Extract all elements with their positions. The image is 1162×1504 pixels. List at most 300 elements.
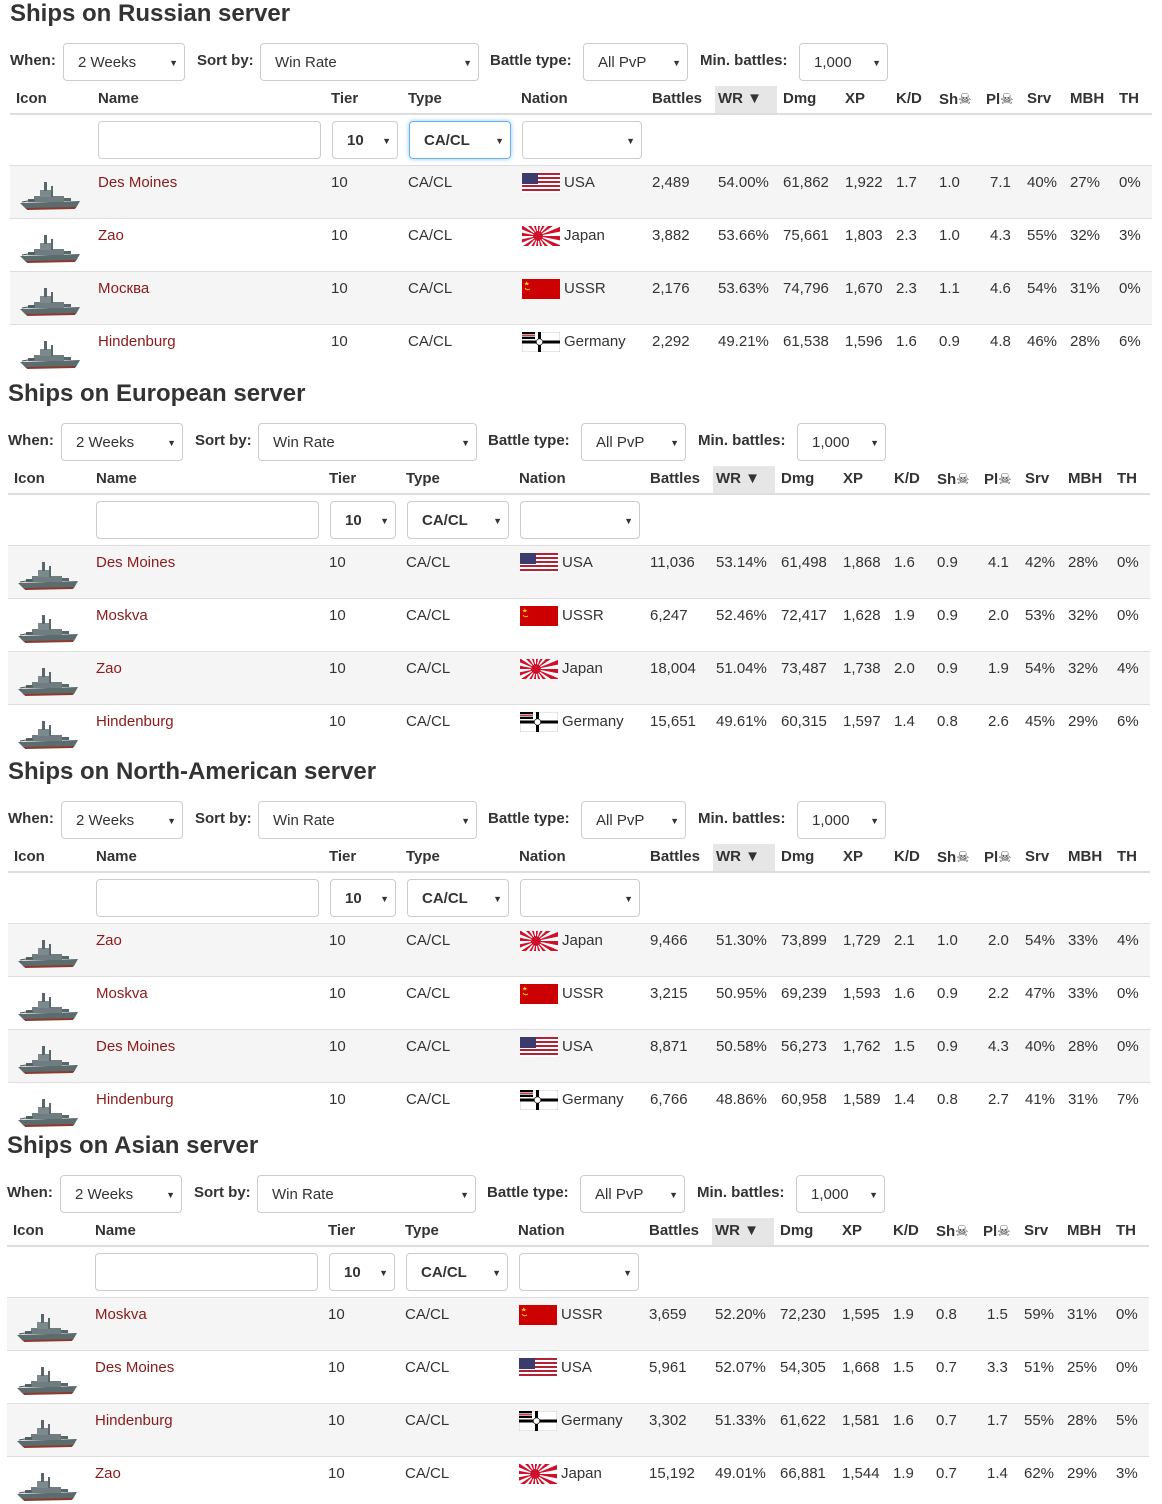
cell-xp: 1,596 bbox=[845, 333, 883, 350]
ship-name-link[interactable]: Hindenburg bbox=[95, 1412, 173, 1429]
column-header-sh[interactable]: Sh☠ bbox=[936, 1223, 969, 1240]
when-select[interactable] bbox=[61, 801, 183, 839]
cell-tier: 10 bbox=[331, 280, 348, 297]
cell-wr: 52.07% bbox=[715, 1359, 766, 1376]
column-header-sh[interactable]: Sh☠ bbox=[937, 471, 970, 488]
name-filter-input[interactable] bbox=[96, 879, 319, 917]
cell-mbh: 31% bbox=[1068, 1091, 1099, 1108]
cell-battles: 15,651 bbox=[650, 713, 696, 730]
battle-type-select[interactable] bbox=[580, 1175, 685, 1213]
ship-icon bbox=[18, 175, 82, 213]
cell-sh: 0.8 bbox=[937, 713, 958, 730]
cell-xp: 1,595 bbox=[842, 1306, 880, 1323]
cell-type: CA/CL bbox=[406, 607, 451, 624]
tier-filter-select[interactable] bbox=[330, 501, 396, 539]
cell-mbh: 32% bbox=[1070, 227, 1101, 244]
ship-name-link[interactable]: Des Moines bbox=[98, 174, 178, 191]
column-header-dmg[interactable]: Dmg bbox=[781, 470, 815, 487]
row-divider bbox=[8, 704, 1150, 705]
germany-flag-icon bbox=[519, 1411, 557, 1431]
select-value: 1,000 bbox=[814, 54, 852, 71]
column-header-th[interactable]: TH bbox=[1117, 470, 1137, 487]
chevron-down-icon: ▼ bbox=[624, 516, 633, 526]
when-select[interactable] bbox=[61, 423, 183, 461]
column-header-icon: Icon bbox=[14, 848, 45, 865]
cell-srv: 62% bbox=[1024, 1465, 1055, 1482]
type-filter-select[interactable] bbox=[407, 879, 509, 917]
cell-mbh: 28% bbox=[1068, 1038, 1099, 1055]
battle-type-select[interactable] bbox=[583, 43, 688, 81]
battle-type-select[interactable] bbox=[581, 801, 686, 839]
cell-battles: 3,302 bbox=[649, 1412, 687, 1429]
ship-icon bbox=[16, 608, 80, 646]
column-header-battles[interactable]: Battles bbox=[652, 90, 703, 107]
select-value: All PvP bbox=[596, 812, 645, 829]
cell-dmg: 73,899 bbox=[781, 932, 827, 949]
cell-nation: Japan bbox=[562, 932, 603, 949]
ship-name-link[interactable]: Des Moines bbox=[96, 1038, 176, 1055]
cell-srv: 53% bbox=[1025, 607, 1056, 624]
header-divider bbox=[7, 1245, 1149, 1247]
column-header-wr[interactable]: WR ▼ bbox=[716, 848, 761, 865]
cell-nation: USSR bbox=[561, 1306, 603, 1323]
cell-srv: 45% bbox=[1025, 713, 1056, 730]
chevron-down-icon: ▼ bbox=[167, 816, 176, 826]
column-header-nation[interactable]: Nation bbox=[518, 1222, 565, 1239]
ship-icon bbox=[15, 1307, 79, 1345]
cell-srv: 59% bbox=[1024, 1306, 1055, 1323]
column-header-nation[interactable]: Nation bbox=[519, 848, 566, 865]
chevron-down-icon: ▼ bbox=[380, 516, 389, 526]
sort-by-select[interactable] bbox=[258, 801, 477, 839]
min-battles-select[interactable] bbox=[797, 801, 886, 839]
cell-dmg: 74,796 bbox=[783, 280, 829, 297]
column-header-kd[interactable]: K/D bbox=[894, 470, 920, 487]
when-label: When: bbox=[8, 810, 54, 827]
cell-sh: 0.7 bbox=[936, 1359, 957, 1376]
ussr-flag-icon bbox=[519, 1305, 557, 1325]
cell-pl: 4.3 bbox=[990, 227, 1011, 244]
chevron-down-icon: ▼ bbox=[626, 136, 635, 146]
ussr-flag-icon bbox=[520, 606, 558, 626]
cell-pl: 1.9 bbox=[988, 660, 1009, 677]
column-header-xp[interactable]: XP bbox=[842, 1222, 863, 1239]
column-header-sh[interactable]: Sh☠ bbox=[937, 849, 970, 866]
column-header-type[interactable]: Type bbox=[406, 470, 440, 487]
cell-tier: 10 bbox=[331, 174, 348, 191]
column-header-wr[interactable]: WR ▼ bbox=[715, 1222, 760, 1239]
section-title: Ships on North-American server bbox=[8, 758, 377, 785]
cell-sh: 0.9 bbox=[937, 660, 958, 677]
min-battles-label: Min. battles: bbox=[697, 1184, 785, 1201]
cell-pl: 2.2 bbox=[988, 985, 1009, 1002]
cell-battles: 2,292 bbox=[652, 333, 690, 350]
ship-icon bbox=[16, 1039, 80, 1077]
column-header-kd[interactable]: K/D bbox=[896, 90, 922, 107]
cell-battles: 3,882 bbox=[652, 227, 690, 244]
cell-sh: 0.9 bbox=[937, 1038, 958, 1055]
ship-name-link[interactable]: Moskva bbox=[96, 985, 148, 1002]
cell-tier: 10 bbox=[329, 932, 346, 949]
type-filter-select[interactable] bbox=[407, 501, 509, 539]
name-filter-input[interactable] bbox=[96, 501, 319, 539]
cell-srv: 51% bbox=[1024, 1359, 1055, 1376]
select-value: 2 Weeks bbox=[75, 1186, 134, 1203]
cell-battles: 6,766 bbox=[650, 1091, 688, 1108]
select-value: CA/CL bbox=[421, 1264, 467, 1281]
column-header-mbh[interactable]: MBH bbox=[1070, 90, 1105, 107]
min-battles-select[interactable] bbox=[796, 1175, 885, 1213]
column-header-name[interactable]: Name bbox=[98, 90, 139, 107]
cell-pl: 4.1 bbox=[988, 554, 1009, 571]
cell-wr: 54.00% bbox=[718, 174, 769, 191]
server-section bbox=[8, 380, 1150, 755]
cell-th: 3% bbox=[1116, 1465, 1138, 1482]
column-header-type[interactable]: Type bbox=[405, 1222, 439, 1239]
chevron-down-icon: ▼ bbox=[167, 438, 176, 448]
cell-sh: 0.7 bbox=[936, 1412, 957, 1429]
cell-th: 0% bbox=[1117, 1038, 1139, 1055]
cell-xp: 1,544 bbox=[842, 1465, 880, 1482]
cell-type: CA/CL bbox=[408, 280, 453, 297]
cell-wr: 52.20% bbox=[715, 1306, 766, 1323]
cell-mbh: 28% bbox=[1067, 1412, 1098, 1429]
column-header-battles[interactable]: Battles bbox=[650, 470, 701, 487]
cell-pl: 4.6 bbox=[990, 280, 1011, 297]
chevron-down-icon: ▼ bbox=[493, 894, 502, 904]
header-divider bbox=[8, 871, 1150, 873]
min-battles-label: Min. battles: bbox=[698, 810, 786, 827]
column-header-type[interactable]: Type bbox=[408, 90, 442, 107]
select-value: CA/CL bbox=[424, 132, 470, 149]
column-header-name[interactable]: Name bbox=[96, 470, 137, 487]
cell-dmg: 72,417 bbox=[781, 607, 827, 624]
column-header-battles[interactable]: Battles bbox=[649, 1222, 700, 1239]
cell-kd: 1.6 bbox=[894, 554, 915, 571]
column-header-xp[interactable]: XP bbox=[845, 90, 866, 107]
cell-xp: 1,593 bbox=[843, 985, 881, 1002]
cell-nation: Japan bbox=[561, 1465, 602, 1482]
japan-flag-icon bbox=[522, 226, 560, 246]
cell-mbh: 31% bbox=[1070, 280, 1101, 297]
cell-th: 0% bbox=[1119, 280, 1141, 297]
nation-filter-select[interactable] bbox=[520, 501, 640, 539]
cell-pl: 7.1 bbox=[990, 174, 1011, 191]
min-battles-select[interactable] bbox=[799, 43, 888, 81]
cell-mbh: 32% bbox=[1068, 607, 1099, 624]
select-value: CA/CL bbox=[422, 512, 468, 529]
chevron-down-icon: ▼ bbox=[869, 1190, 878, 1200]
row-divider bbox=[10, 218, 1152, 219]
cell-type: CA/CL bbox=[408, 227, 453, 244]
cell-dmg: 61,538 bbox=[783, 333, 829, 350]
chevron-down-icon: ▼ bbox=[672, 58, 681, 68]
cell-dmg: 60,958 bbox=[781, 1091, 827, 1108]
cell-type: CA/CL bbox=[406, 554, 451, 571]
ship-icon bbox=[16, 933, 80, 971]
cell-pl: 4.8 bbox=[990, 333, 1011, 350]
cell-battles: 18,004 bbox=[650, 660, 696, 677]
tier-filter-select[interactable] bbox=[332, 121, 398, 159]
cell-battles: 9,466 bbox=[650, 932, 688, 949]
cell-kd: 2.1 bbox=[894, 932, 915, 949]
column-header-pl[interactable]: Pl☠ bbox=[984, 471, 1012, 488]
cell-th: 6% bbox=[1119, 333, 1141, 350]
ship-name-link[interactable]: Zao bbox=[98, 227, 124, 244]
cell-xp: 1,628 bbox=[843, 607, 881, 624]
ship-name-link[interactable]: Des Moines bbox=[96, 554, 176, 571]
ship-icon bbox=[15, 1360, 79, 1398]
ship-icon bbox=[15, 1413, 79, 1451]
column-header-dmg[interactable]: Dmg bbox=[780, 1222, 814, 1239]
column-header-tier[interactable]: Tier bbox=[329, 848, 357, 865]
ship-name-link[interactable]: Hindenburg bbox=[96, 1091, 174, 1108]
cell-wr: 49.01% bbox=[715, 1465, 766, 1482]
column-header-icon: Icon bbox=[16, 90, 47, 107]
column-header-dmg[interactable]: Dmg bbox=[781, 848, 815, 865]
column-header-srv[interactable]: Srv bbox=[1027, 90, 1052, 107]
cell-pl: 4.3 bbox=[988, 1038, 1009, 1055]
column-header-nation[interactable]: Nation bbox=[521, 90, 568, 107]
select-value: 10 bbox=[345, 890, 362, 907]
type-filter-select[interactable] bbox=[409, 121, 511, 159]
cell-nation: Germany bbox=[561, 1412, 623, 1429]
chevron-down-icon: ▼ bbox=[670, 816, 679, 826]
cell-battles: 15,192 bbox=[649, 1465, 695, 1482]
cell-th: 5% bbox=[1116, 1412, 1138, 1429]
cell-type: CA/CL bbox=[406, 1038, 451, 1055]
column-header-th[interactable]: TH bbox=[1117, 848, 1137, 865]
tier-filter-select[interactable] bbox=[329, 1253, 395, 1291]
sort-by-label: Sort by: bbox=[195, 432, 252, 449]
column-header-mbh[interactable]: MBH bbox=[1067, 1222, 1102, 1239]
cell-wr: 51.33% bbox=[715, 1412, 766, 1429]
ship-icon bbox=[18, 334, 82, 372]
cell-mbh: 28% bbox=[1068, 554, 1099, 571]
ship-name-link[interactable]: Hindenburg bbox=[98, 333, 176, 350]
column-header-tier[interactable]: Tier bbox=[329, 470, 357, 487]
server-section bbox=[7, 1132, 1149, 1504]
sort-by-select[interactable] bbox=[260, 43, 479, 81]
cell-srv: 42% bbox=[1025, 554, 1056, 571]
ship-name-link[interactable]: Moskva bbox=[96, 607, 148, 624]
battle-type-select[interactable] bbox=[581, 423, 686, 461]
cell-dmg: 56,273 bbox=[781, 1038, 827, 1055]
column-header-type[interactable]: Type bbox=[406, 848, 440, 865]
name-filter-input[interactable] bbox=[95, 1253, 318, 1291]
cell-mbh: 25% bbox=[1067, 1359, 1098, 1376]
column-header-kd[interactable]: K/D bbox=[894, 848, 920, 865]
ship-name-link[interactable]: Zao bbox=[96, 932, 122, 949]
chevron-down-icon: ▼ bbox=[492, 1268, 501, 1278]
when-label: When: bbox=[10, 52, 56, 69]
cell-wr: 49.21% bbox=[718, 333, 769, 350]
select-value: 10 bbox=[344, 1264, 361, 1281]
when-select[interactable] bbox=[63, 43, 185, 81]
ship-name-link[interactable]: Zao bbox=[95, 1465, 121, 1482]
usa-flag-icon bbox=[520, 553, 558, 573]
cell-kd: 1.9 bbox=[893, 1306, 914, 1323]
cell-type: CA/CL bbox=[406, 985, 451, 1002]
sort-by-label: Sort by: bbox=[197, 52, 254, 69]
chevron-down-icon: ▼ bbox=[870, 816, 879, 826]
cell-th: 0% bbox=[1119, 174, 1141, 191]
row-divider bbox=[8, 598, 1150, 599]
when-select[interactable] bbox=[60, 1175, 182, 1213]
column-header-srv[interactable]: Srv bbox=[1025, 848, 1050, 865]
cell-battles: 5,961 bbox=[649, 1359, 687, 1376]
cell-dmg: 73,487 bbox=[781, 660, 827, 677]
nation-filter-select[interactable] bbox=[519, 1253, 639, 1291]
cell-dmg: 61,622 bbox=[780, 1412, 826, 1429]
cell-wr: 53.66% bbox=[718, 227, 769, 244]
ship-name-link[interactable]: Zao bbox=[96, 660, 122, 677]
column-header-mbh[interactable]: MBH bbox=[1068, 470, 1103, 487]
column-header-wr[interactable]: WR ▼ bbox=[716, 470, 761, 487]
cell-kd: 1.5 bbox=[894, 1038, 915, 1055]
cell-mbh: 33% bbox=[1068, 932, 1099, 949]
cell-tier: 10 bbox=[329, 660, 346, 677]
cell-tier: 10 bbox=[329, 1091, 346, 1108]
cell-dmg: 69,239 bbox=[781, 985, 827, 1002]
select-value: Win Rate bbox=[273, 434, 335, 451]
nation-filter-select[interactable] bbox=[520, 879, 640, 917]
cell-th: 0% bbox=[1117, 985, 1139, 1002]
sort-by-label: Sort by: bbox=[194, 1184, 251, 1201]
ship-icon bbox=[16, 714, 80, 752]
column-header-name[interactable]: Name bbox=[96, 848, 137, 865]
cell-mbh: 28% bbox=[1070, 333, 1101, 350]
cell-battles: 2,489 bbox=[652, 174, 690, 191]
cell-sh: 0.9 bbox=[939, 333, 960, 350]
column-header-pl[interactable]: Pl☠ bbox=[983, 1223, 1011, 1240]
cell-type: CA/CL bbox=[405, 1306, 450, 1323]
battle-type-label: Battle type: bbox=[487, 1184, 569, 1201]
cell-srv: 40% bbox=[1025, 1038, 1056, 1055]
min-battles-label: Min. battles: bbox=[698, 432, 786, 449]
cell-mbh: 31% bbox=[1067, 1306, 1098, 1323]
select-value: All PvP bbox=[598, 54, 647, 71]
column-header-mbh[interactable]: MBH bbox=[1068, 848, 1103, 865]
ship-icon bbox=[15, 1466, 79, 1504]
cell-nation: USA bbox=[562, 1038, 593, 1055]
cell-dmg: 54,305 bbox=[780, 1359, 826, 1376]
header-divider bbox=[10, 113, 1152, 115]
ship-name-link[interactable]: Москва bbox=[98, 280, 150, 297]
column-header-battles[interactable]: Battles bbox=[650, 848, 701, 865]
column-header-nation[interactable]: Nation bbox=[519, 470, 566, 487]
cell-kd: 1.4 bbox=[894, 713, 915, 730]
cell-kd: 1.5 bbox=[893, 1359, 914, 1376]
server-section bbox=[10, 0, 1152, 375]
cell-pl: 3.3 bbox=[987, 1359, 1008, 1376]
column-header-th[interactable]: TH bbox=[1119, 90, 1139, 107]
column-header-dmg[interactable]: Dmg bbox=[783, 90, 817, 107]
column-header-wr[interactable]: WR ▼ bbox=[718, 90, 763, 107]
cell-tier: 10 bbox=[328, 1359, 345, 1376]
tier-filter-select[interactable] bbox=[330, 879, 396, 917]
min-battles-select[interactable] bbox=[797, 423, 886, 461]
cell-type: CA/CL bbox=[405, 1359, 450, 1376]
cell-sh: 1.1 bbox=[939, 280, 960, 297]
cell-type: CA/CL bbox=[406, 932, 451, 949]
name-filter-input[interactable] bbox=[98, 121, 321, 159]
cell-battles: 2,176 bbox=[652, 280, 690, 297]
column-header-sh[interactable]: Sh☠ bbox=[939, 91, 972, 108]
cell-kd: 2.3 bbox=[896, 280, 917, 297]
chevron-down-icon: ▼ bbox=[463, 58, 472, 68]
column-header-icon: Icon bbox=[14, 470, 45, 487]
row-divider bbox=[10, 324, 1152, 325]
select-value: 1,000 bbox=[811, 1186, 849, 1203]
cell-dmg: 61,862 bbox=[783, 174, 829, 191]
cell-mbh: 27% bbox=[1070, 174, 1101, 191]
cell-th: 0% bbox=[1117, 607, 1139, 624]
column-header-th[interactable]: TH bbox=[1116, 1222, 1136, 1239]
section-title: Ships on Russian server bbox=[10, 0, 291, 27]
ship-name-link[interactable]: Moskva bbox=[95, 1306, 147, 1323]
column-header-xp[interactable]: XP bbox=[843, 848, 864, 865]
cell-sh: 0.8 bbox=[937, 1091, 958, 1108]
cell-tier: 10 bbox=[328, 1412, 345, 1429]
cell-srv: 54% bbox=[1025, 660, 1056, 677]
cell-th: 4% bbox=[1117, 932, 1139, 949]
column-header-xp[interactable]: XP bbox=[843, 470, 864, 487]
nation-filter-select[interactable] bbox=[522, 121, 642, 159]
column-header-tier[interactable]: Tier bbox=[331, 90, 359, 107]
cell-sh: 0.9 bbox=[937, 985, 958, 1002]
chevron-down-icon: ▼ bbox=[493, 516, 502, 526]
cell-nation: Germany bbox=[564, 333, 626, 350]
row-divider bbox=[7, 1456, 1149, 1457]
cell-th: 3% bbox=[1119, 227, 1141, 244]
usa-flag-icon bbox=[522, 173, 560, 193]
ship-name-link[interactable]: Des Moines bbox=[95, 1359, 175, 1376]
cell-th: 7% bbox=[1117, 1091, 1139, 1108]
cell-nation: USSR bbox=[562, 607, 604, 624]
column-header-tier[interactable]: Tier bbox=[328, 1222, 356, 1239]
ship-icon bbox=[16, 1092, 80, 1130]
sort-by-select[interactable] bbox=[257, 1175, 476, 1213]
cell-srv: 55% bbox=[1024, 1412, 1055, 1429]
cell-sh: 1.0 bbox=[939, 174, 960, 191]
column-header-pl[interactable]: Pl☠ bbox=[984, 849, 1012, 866]
cell-type: CA/CL bbox=[405, 1465, 450, 1482]
cell-battles: 3,215 bbox=[650, 985, 688, 1002]
cell-battles: 8,871 bbox=[650, 1038, 688, 1055]
select-value: Win Rate bbox=[275, 54, 337, 71]
column-header-name[interactable]: Name bbox=[95, 1222, 136, 1239]
min-battles-label: Min. battles: bbox=[700, 52, 788, 69]
cell-xp: 1,729 bbox=[843, 932, 881, 949]
column-header-srv[interactable]: Srv bbox=[1025, 470, 1050, 487]
column-header-pl[interactable]: Pl☠ bbox=[986, 91, 1014, 108]
japan-flag-icon bbox=[519, 1464, 557, 1484]
sort-by-select[interactable] bbox=[258, 423, 477, 461]
when-label: When: bbox=[7, 1184, 53, 1201]
section-title: Ships on European server bbox=[8, 380, 306, 407]
cell-tier: 10 bbox=[329, 1038, 346, 1055]
cell-battles: 3,659 bbox=[649, 1306, 687, 1323]
ussr-flag-icon bbox=[520, 984, 558, 1004]
column-header-srv[interactable]: Srv bbox=[1024, 1222, 1049, 1239]
cell-srv: 55% bbox=[1027, 227, 1058, 244]
column-header-kd[interactable]: K/D bbox=[893, 1222, 919, 1239]
cell-th: 0% bbox=[1116, 1306, 1138, 1323]
ship-name-link[interactable]: Hindenburg bbox=[96, 713, 174, 730]
select-value: Win Rate bbox=[273, 812, 335, 829]
type-filter-select[interactable] bbox=[406, 1253, 508, 1291]
